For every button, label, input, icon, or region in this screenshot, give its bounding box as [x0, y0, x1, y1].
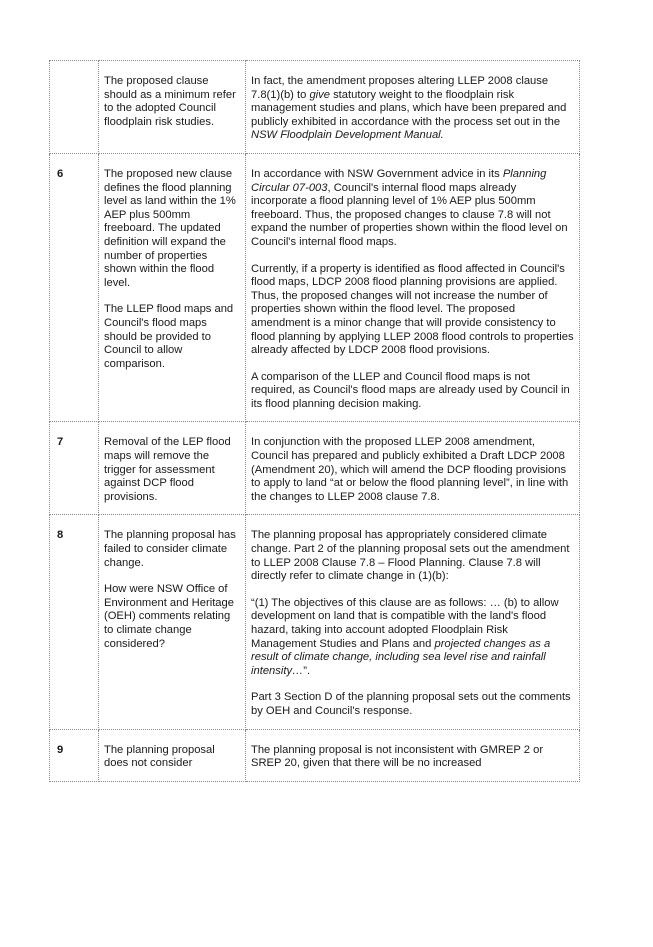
response-paragraph: [251, 597, 574, 679]
response-text: In fact, the amendment proposes altering LLEP 2008 clause 7.8(1)(b) to: [251, 75, 549, 101]
submissions-table-body: [50, 61, 580, 782]
italic-text: give: [309, 88, 330, 101]
response-text: statutory weight to the floodplain risk management studies and plans, which have been prepared and publicly exhibited in accordance with the process set out in the: [251, 88, 567, 128]
submission-cell: [99, 729, 246, 781]
response-text: , Council's internal flood maps already incorporate a flood planning level of 1% AEP plus 500mm freeboard. Thus, the proposed changes to clause 7.8 will not expand the number of properties shown within the flood level on Council's internal flood maps.: [251, 181, 568, 248]
submission-paragraph: The proposed new clause defines the flood planning level as land within the 1% AEP plus 500mm freeboard. The updated definition will expand the number of properties shown within the flood level.: [104, 167, 236, 289]
table-row: [50, 422, 580, 515]
response-text: The planning proposal is not inconsistent with GMREP 2 or SREP 20, given that there will be no increased: [251, 743, 544, 770]
response-text: A comparison of the LLEP and Council flood maps is not required, as Council's flood maps are already used by Council in its flood planning decision making.: [251, 370, 570, 410]
italic-text: Planning Circular 07-003: [251, 167, 547, 194]
submission-paragraph: The proposed clause should as a minimum refer to the adopted Council floodplain risk studies.: [104, 75, 236, 128]
response-paragraph: [251, 436, 574, 504]
row-number: 7: [50, 422, 99, 515]
response-paragraph: [251, 263, 574, 358]
response-cell: [246, 61, 580, 154]
table-row: [50, 61, 580, 154]
response-paragraph: [251, 168, 574, 250]
response-cell: [246, 515, 580, 729]
response-text: Part 3 Section D of the planning proposal sets out the comments by OEH and Council's response.: [251, 691, 571, 717]
table-row: [50, 515, 580, 729]
response-text: Currently, if a property is identified as flood affected in Council's flood maps, LDCP 2008 flood planning provisions are applied. Thus, the proposed changes will not increase the number of properties shown within the flood level. The proposed amendment is a minor change that will provide consistency to flood planning by applying LLEP 2008 flood controls to properties already affected by LDCP 2008 flood provisions.: [251, 262, 574, 357]
table-row: [50, 729, 580, 781]
italic-text: NSW Floodplain Development Manual.: [251, 129, 444, 142]
response-cell: [246, 422, 580, 515]
submission-paragraph: Removal of the LEP flood maps will remove the trigger for assessment against DCP flood provisions.: [104, 436, 231, 503]
response-cell: [246, 153, 580, 422]
submission-paragraph: How were NSW Office of Environment and Heritage (OEH) comments relating to climate change considered?: [104, 583, 234, 650]
row-number: [50, 61, 99, 154]
submission-cell: [99, 61, 246, 154]
row-number: 9: [50, 729, 99, 781]
response-paragraph: [251, 691, 574, 718]
table-row: [50, 153, 580, 422]
submission-paragraph: The planning proposal has failed to consider climate change.: [104, 529, 236, 569]
submission-cell: [99, 153, 246, 422]
submission-paragraph: The planning proposal does not consider: [104, 743, 215, 770]
response-text: The planning proposal has appropriately considered climate change. Part 2 of the planning proposal sets out the amendment to LLEP 2008 Clause 7.8 – Flood Planning. Clause 7.8 will directly refer to climate change in (1)(b):: [251, 529, 570, 583]
response-text: In accordance with NSW Government advice in its: [251, 167, 503, 180]
response-text: ”.: [303, 664, 311, 677]
response-paragraph: [251, 744, 574, 771]
row-number: 8: [50, 515, 99, 729]
response-text: In conjunction with the proposed LLEP 2008 amendment, Council has prepared and publicly exhibited a Draft LDCP 2008 (Amendment 20), which will amend the DCP flooding provisions to apply to land “at or below the flood planning level”, in line with the changes to LLEP 2008 clause 7.8.: [251, 436, 569, 503]
response-paragraph: [251, 371, 574, 412]
response-paragraph: [251, 75, 574, 143]
response-text: “(1) The objectives of this clause are as follows: … (b) to allow development on land that is compatible with the land's flood hazard, taking into account adopted Floodplain Risk Management Studies and Plans and: [251, 596, 559, 650]
response-paragraph: [251, 529, 574, 583]
italic-text: projected changes as a result of climate change, including sea level rise and rainfall intensity…: [251, 637, 551, 677]
submission-cell: [99, 422, 246, 515]
submission-paragraph: The LLEP flood maps and Council's flood maps should be provided to Council to allow comparison.: [104, 303, 234, 370]
submissions-table: [49, 60, 580, 782]
response-cell: [246, 729, 580, 781]
row-number: 6: [50, 153, 99, 422]
submission-cell: [99, 515, 246, 729]
